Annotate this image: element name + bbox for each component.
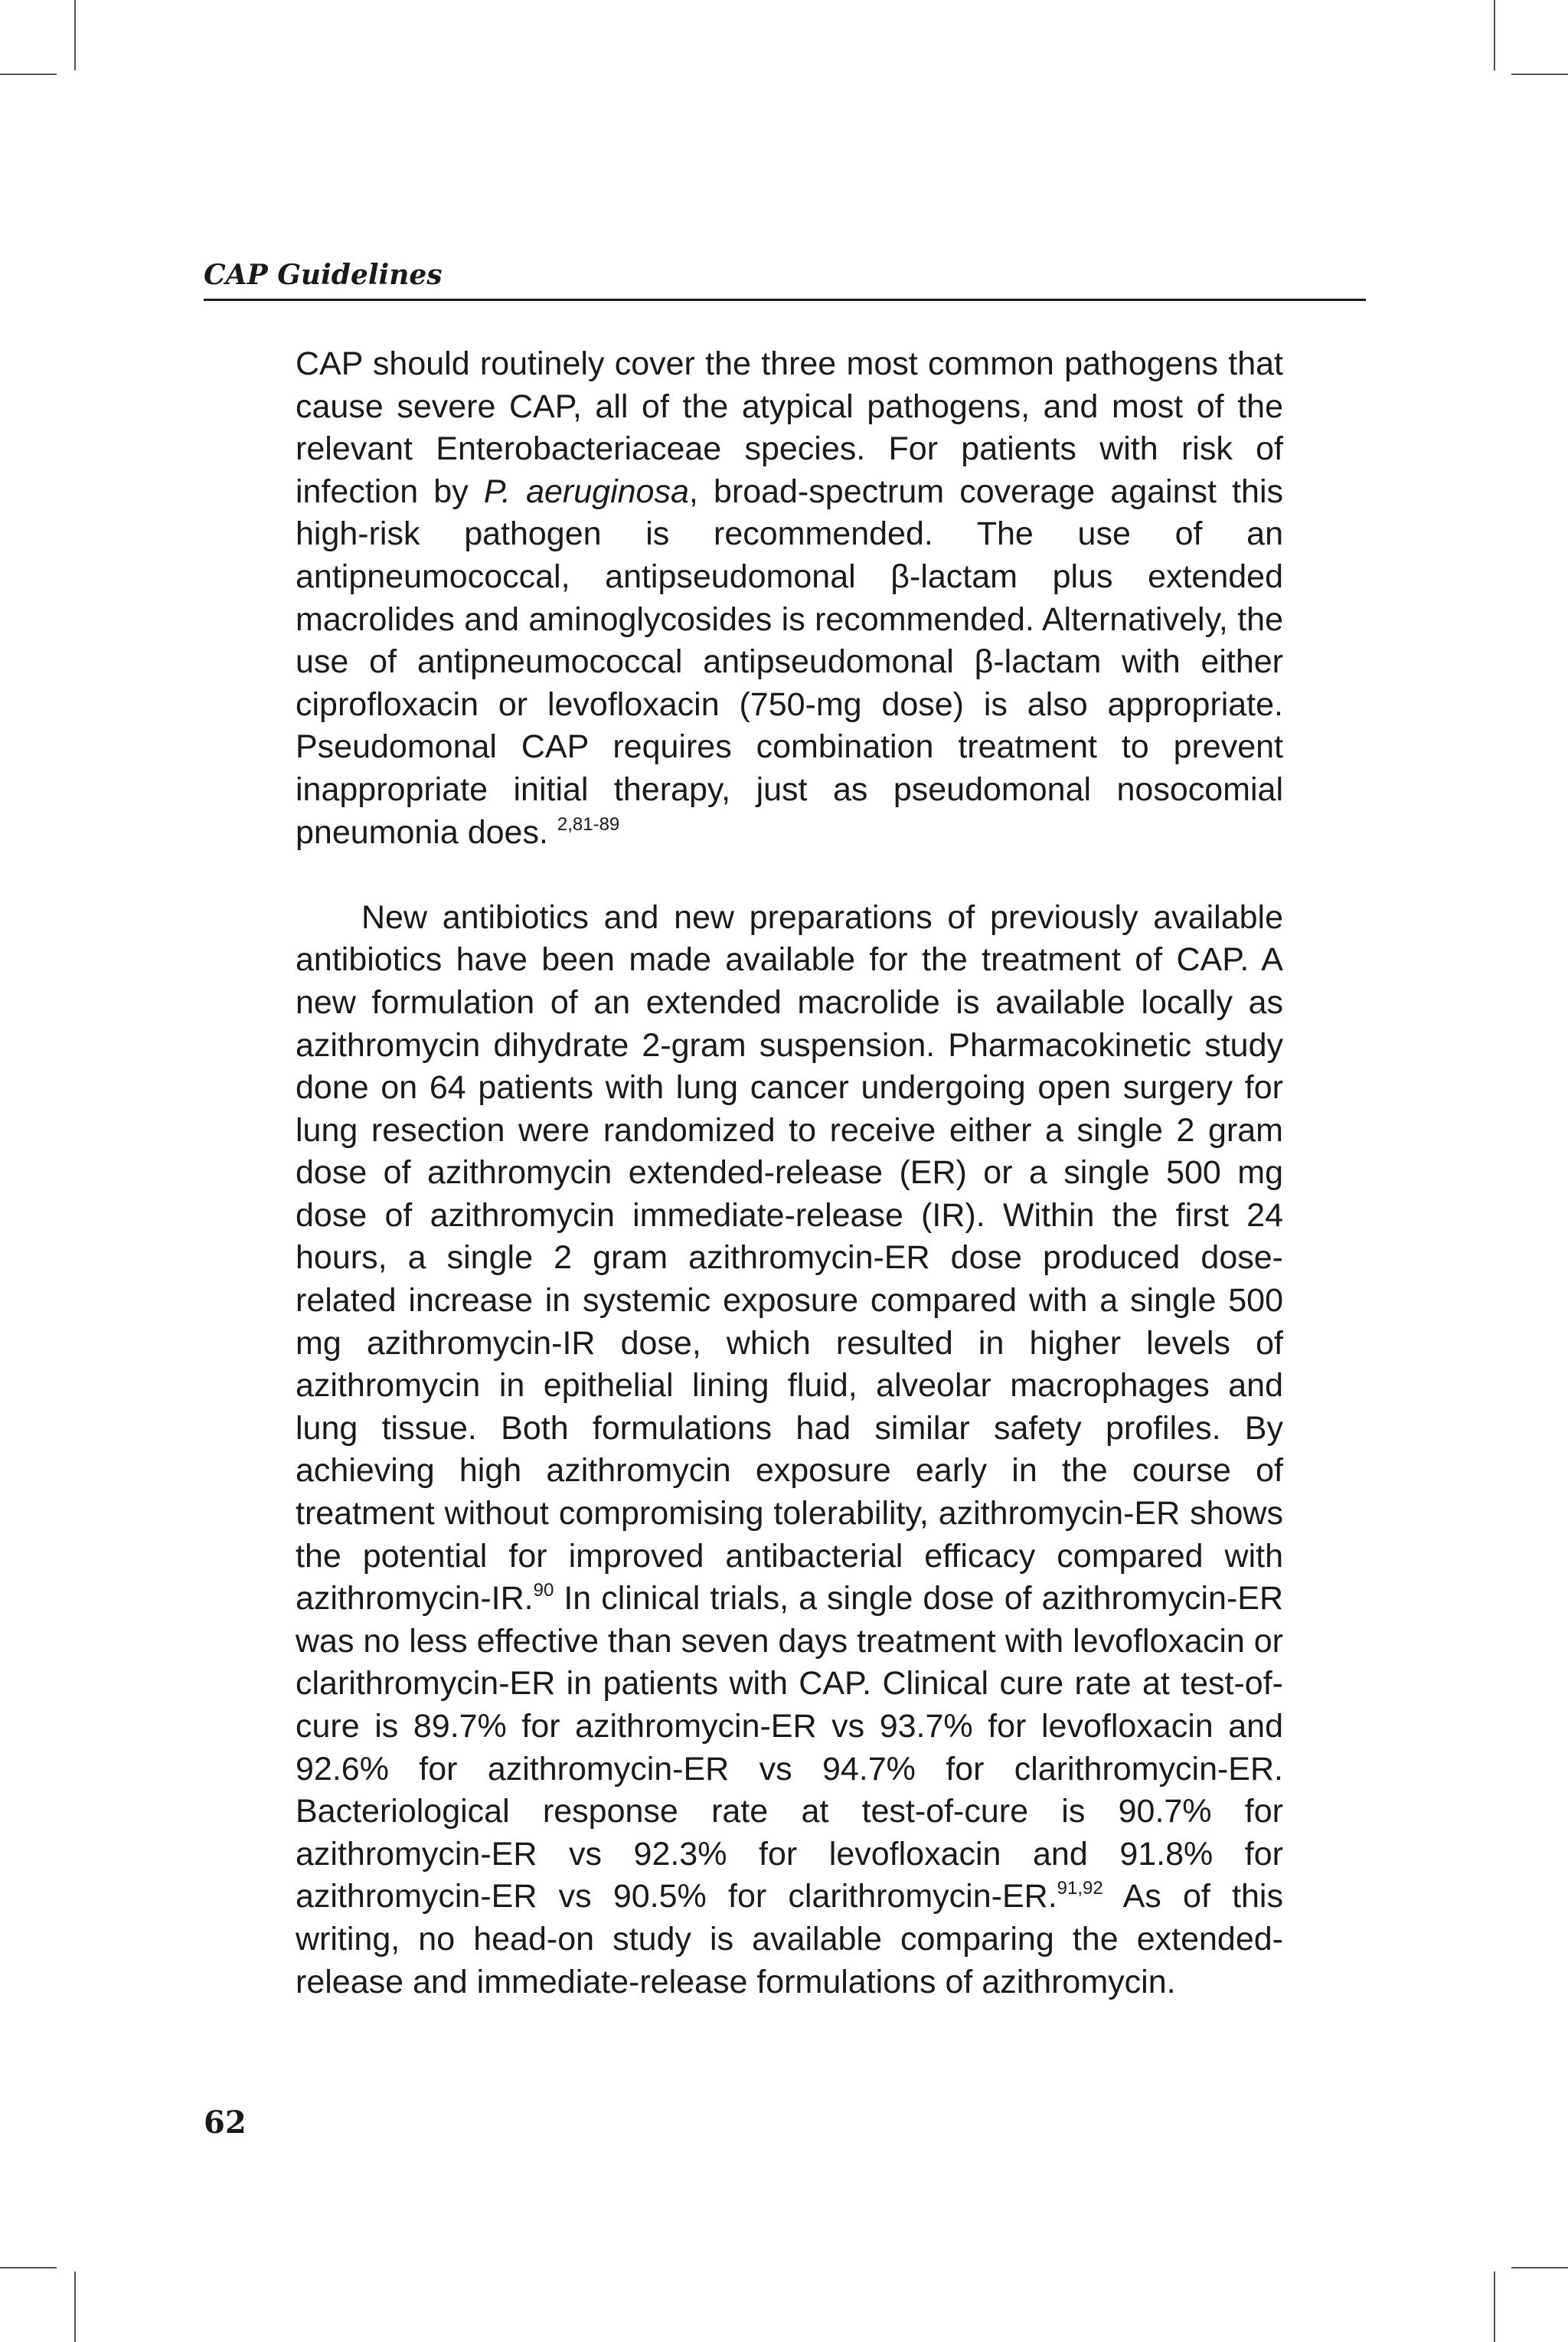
paragraph-2 — [296, 897, 1283, 2003]
paragraph-2-text-c: As of this writing, no head-on study is available comparing the extended-release and immediate-release formulations of azithromycin. — [296, 1878, 1283, 2000]
crop-mark-bottom-right-vertical — [1494, 2272, 1495, 2342]
page-number: 62 — [204, 2105, 247, 2141]
paragraph-1 — [296, 343, 1283, 854]
running-header-title: CAP Guidelines — [204, 259, 443, 291]
crop-mark-bottom-right-horizontal — [1511, 2267, 1568, 2268]
crop-mark-top-right-horizontal — [1511, 74, 1568, 75]
paragraph-1-text-b: , broad-spectrum coverage against this high-risk pathogen is recommended. The use of an antipneumococcal, antipseudomonal β-lactam plus extended macrolides and aminoglycosides is recommended. Alternatively, the use of antipneumococcal antipseudomonal β-lactam with either ciprofloxacin or levofloxacin (750-mg dose) is also appropriate. Pseudomonal CAP requires combination treatment to prevent inappropriate initial therapy, just as pseudomonal nosocomial pneumonia does. — [296, 473, 1284, 851]
crop-mark-top-left-vertical — [74, 0, 76, 70]
body-text — [296, 343, 1283, 2003]
citation-superscript: 90 — [533, 1580, 554, 1601]
paragraph-2-text-a: New antibiotics and new preparations of previously available antibiotics have been made available for the treatment of CAP. A new formulation of an extended macrolide is available locally as azithromycin dihydrate 2-gram suspension. Pharmacokinetic study done on 64 patients with lung cancer undergoing open surgery for lung resection were randomized to receive either a single 2 gram dose of azithromycin extended-release (ER) or a single 500 mg dose of azithromycin immediate-release (IR). Within the first 24 hours, a single 2 gram azithromycin-ER dose produced dose-related increase in systemic exposure compared with a single 500 mg azithromycin-IR dose, which resulted in higher levels of azithromycin in epithelial lining fluid, alveolar macrophages and lung tissue. Both formulations had similar safety profiles. By achieving high azithromycin exposure early in the course of treatment without compromising tolerability, azithromycin-ER shows the potential for improved antibacterial efficacy compared with azithromycin-IR. — [296, 898, 1283, 1617]
paragraph-1-text-a: CAP should routinely cover the three most common pathogens that cause severe CAP, all of the atypical pathogens, and most of the relevant Enterobacteriaceae species. For patients with risk of infection by — [296, 345, 1283, 510]
citation-superscript: 2,81-89 — [557, 813, 620, 835]
species-name: P. aeruginosa — [483, 473, 689, 510]
crop-mark-top-left-horizontal — [0, 74, 57, 75]
crop-mark-bottom-left-vertical — [74, 2272, 76, 2342]
paragraph-2-text-b: In clinical trials, a single dose of azithromycin-ER was no less effective than seven days treatment with levofloxacin or clarithromycin-ER in patients with CAP. Clinical cure rate at test-of-cure is 89.7% for azithromycin-ER vs 93.7% for levofloxacin and 92.6% for azithromycin-ER vs 94.7% for clarithromycin-ER. Bacteriological response rate at test-of-cure is 90.7% for azithromycin-ER vs 92.3% for levofloxacin and 91.8% for azithromycin-ER vs 90.5% for clarithromycin-ER. — [296, 1580, 1283, 1915]
header-rule — [204, 299, 1366, 301]
crop-mark-bottom-left-horizontal — [0, 2267, 57, 2268]
citation-superscript: 91,92 — [1057, 1878, 1103, 1899]
crop-mark-top-right-vertical — [1494, 0, 1495, 70]
